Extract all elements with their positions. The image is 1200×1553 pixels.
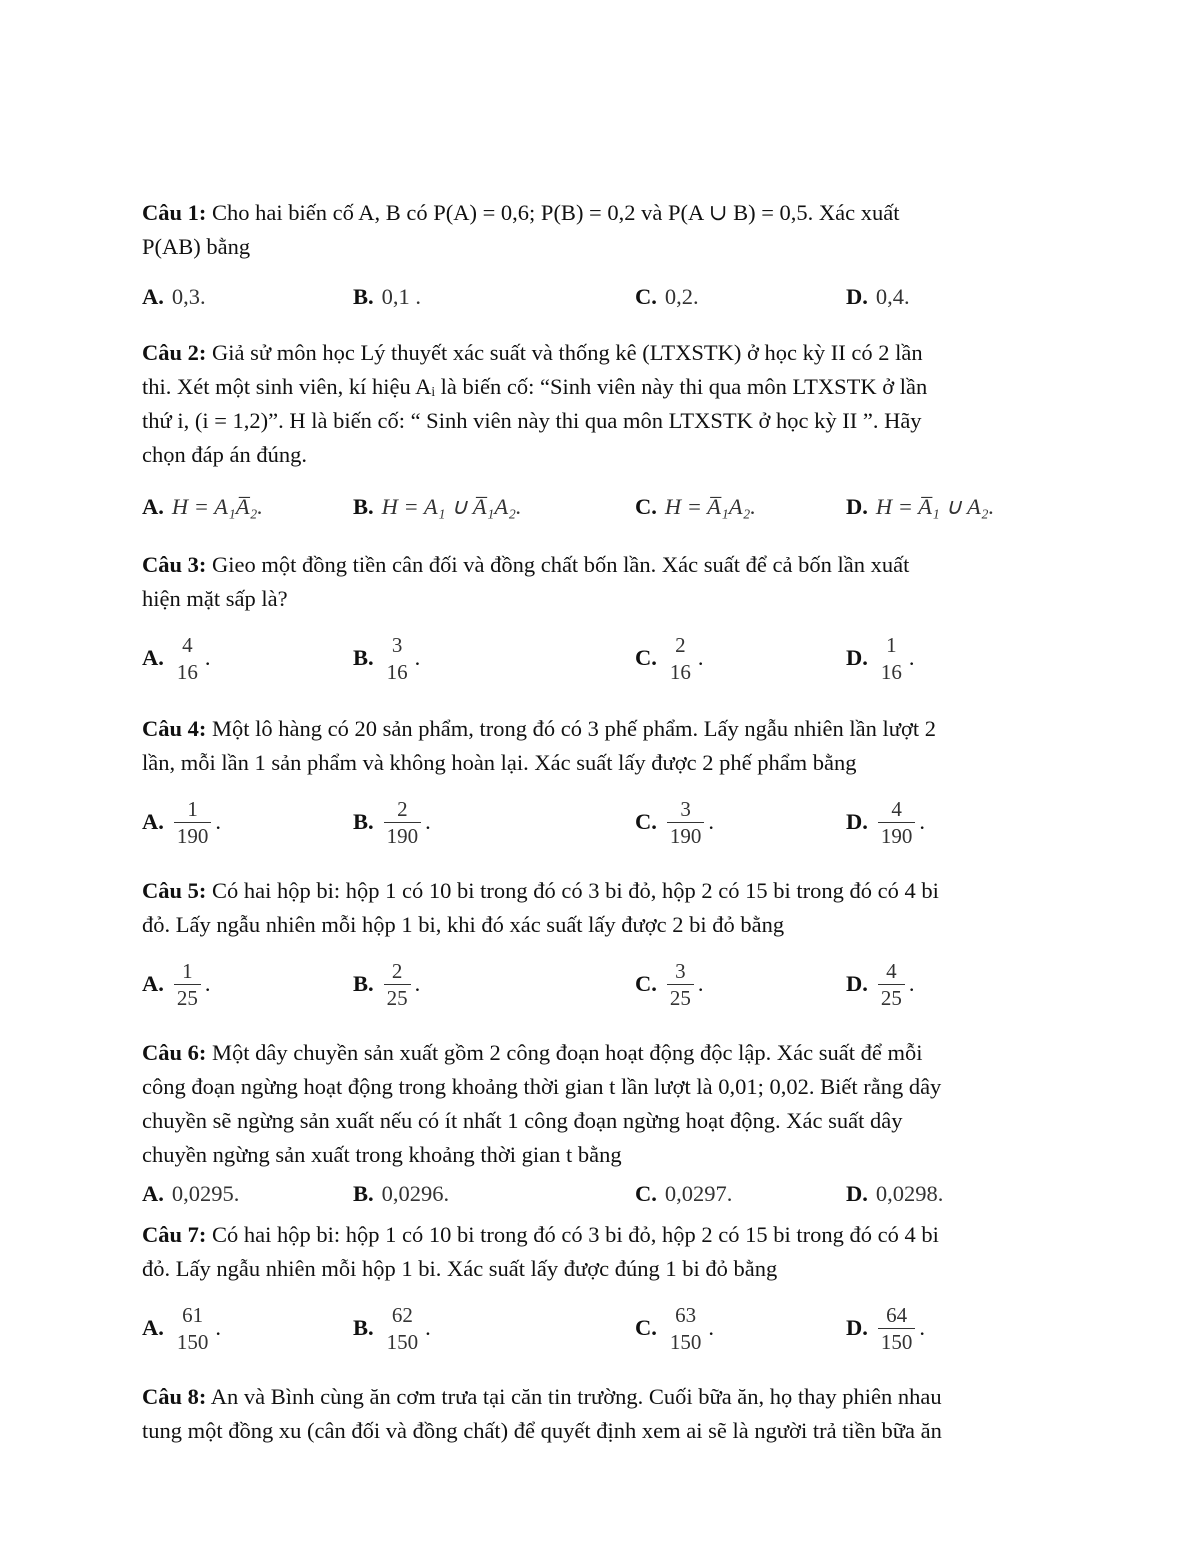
question-label: Câu 1:: [142, 200, 207, 225]
question-text: Có hai hộp bi: hộp 1 có 10 bi trong đó có 3 bi đỏ, hộp 2 có 15 bi trong đó có 4 bi: [212, 878, 939, 903]
fraction: $\frac{4}{190}$: [878, 798, 916, 847]
question-5: [142, 874, 1062, 942]
option-a[interactable]: A. $\frac{1}{190}$ .: [142, 796, 221, 848]
option-d[interactable]: D. $\frac{4}{25}$ .: [846, 958, 915, 1010]
question-line: [142, 336, 1062, 370]
question-text: chọn đáp án đúng.: [142, 442, 307, 467]
option-a[interactable]: A. 0,0295.: [142, 1181, 240, 1206]
question-label: Câu 4:: [142, 716, 207, 741]
question-line: [142, 874, 1062, 908]
question-label: Câu 2:: [142, 340, 207, 365]
options-6: [142, 1174, 1102, 1214]
fraction: 62 150: [386, 1302, 419, 1354]
option-a[interactable]: A. $\frac{1}{25}$ .: [142, 958, 211, 1010]
option-d[interactable]: D. $\frac{64}{150}$ .: [846, 1302, 925, 1354]
question-3: [142, 548, 1062, 616]
option-b[interactable]: B. 3 16 .: [353, 632, 421, 684]
question-text: Một lô hàng có 20 sản phẩm, trong đó có 3 phế phẩm. Lấy ngẫu nhiên lần lượt 2: [212, 716, 936, 741]
option-b[interactable]: B. $\frac{2}{25}$ .: [353, 958, 421, 1010]
fraction: 2 16: [669, 632, 691, 684]
options-1: [142, 277, 1102, 317]
fraction: 61 150: [176, 1302, 209, 1354]
question-line: [142, 196, 1062, 230]
option-d[interactable]: D. 1 16 .: [846, 632, 915, 684]
question-text: công đoạn ngừng hoạt động trong khoảng thời gian t lần lượt là 0,01; 0,02. Biết rằng dây: [142, 1074, 942, 1099]
question-1: [142, 196, 1062, 264]
question-8: [142, 1380, 1062, 1448]
question-text: hiện mặt sấp là?: [142, 586, 288, 611]
option-b[interactable]: B. 62 150 .: [353, 1302, 431, 1354]
question-label: Câu 7:: [142, 1222, 207, 1247]
question-text: chuyền sẽ ngừng sản xuất nếu có ít nhất 1 công đoạn ngừng hoạt động. Xác suất dây: [142, 1108, 903, 1133]
option-d[interactable]: D. 0,4.: [846, 284, 910, 309]
fraction: $\frac{64}{150}$: [878, 1304, 916, 1353]
options-3: [142, 632, 1102, 684]
options-2: [142, 487, 1102, 527]
question-text: Một dây chuyền sản xuất gồm 2 công đoạn hoạt động độc lập. Xác suất để mỗi: [212, 1040, 923, 1065]
options-7: [142, 1302, 1102, 1354]
question-text: P(AB) bằng: [142, 234, 251, 259]
option-c[interactable]: C. $\frac{3}{25}$ .: [635, 958, 704, 1010]
fraction: $\frac{1}{190}$: [174, 798, 212, 847]
question-text: đỏ. Lấy ngẫu nhiên mỗi hộp 1 bi, khi đó xác suất lấy được 2 bi đỏ bằng: [142, 912, 785, 937]
question-7: [142, 1218, 1062, 1286]
fraction: $\frac{2}{25}$: [384, 960, 411, 1009]
question-text: tung một đồng xu (cân đối và đồng chất) để quyết định xem ai sẽ là người trả tiền bữa ăn: [142, 1418, 942, 1443]
options-4: [142, 796, 1102, 848]
question-line: [142, 712, 1062, 746]
question-text: đỏ. Lấy ngẫu nhiên mỗi hộp 1 bi. Xác suất lấy được đúng 1 bi đỏ bằng: [142, 1256, 778, 1281]
option-c[interactable]: C. 63 150 .: [635, 1302, 714, 1354]
question-line: [142, 1218, 1062, 1252]
option-c[interactable]: C. H = A̅₁A₂.: [635, 494, 756, 519]
fraction: $\frac{1}{25}$: [174, 960, 201, 1009]
question-6: [142, 1036, 1062, 1172]
question-2: [142, 336, 1062, 472]
option-d[interactable]: D. $\frac{4}{190}$ .: [846, 796, 925, 848]
option-b[interactable]: B. $\frac{2}{190}$ .: [353, 796, 431, 848]
option-a[interactable]: A. 4 16 .: [142, 632, 211, 684]
question-label: Câu 8:: [142, 1384, 207, 1409]
fraction: 1 16: [880, 632, 902, 684]
question-label: Câu 3:: [142, 552, 207, 577]
option-b[interactable]: B. 0,0296.: [353, 1181, 450, 1206]
question-text: An và Bình cùng ăn cơm trưa tại căn tin trường. Cuối bữa ăn, họ thay phiên nhau: [210, 1384, 942, 1409]
question-label: Câu 5:: [142, 878, 207, 903]
question-line: [142, 1380, 1062, 1414]
question-label: Câu 6:: [142, 1040, 207, 1065]
option-a[interactable]: A. H = A₁A̅₂.: [142, 494, 263, 519]
option-c[interactable]: C. 2 16 .: [635, 632, 704, 684]
option-a[interactable]: A. 61 150 .: [142, 1302, 221, 1354]
question-text: Giả sử môn học Lý thuyết xác suất và thống kê (LTXSTK) ở học kỳ II có 2 lần: [212, 340, 923, 365]
option-d[interactable]: D. H = A̅₁ ∪ A₂.: [846, 494, 995, 519]
option-c[interactable]: C. 0,0297.: [635, 1181, 733, 1206]
option-c[interactable]: C. $\frac{3}{190}$ .: [635, 796, 714, 848]
question-text: thi. Xét một sinh viên, kí hiệu Aᵢ là biến cố: “Sinh viên này thi qua môn LTXSTK ở lần: [142, 374, 928, 399]
option-d[interactable]: D. 0,0298.: [846, 1181, 944, 1206]
option-b[interactable]: B. 0,1 .: [353, 284, 422, 309]
fraction: $\frac{3}{25}$: [667, 960, 694, 1009]
question-text: chuyền ngừng sản xuất trong khoảng thời gian t bằng: [142, 1142, 622, 1167]
question-line: [142, 548, 1062, 582]
option-b[interactable]: B. H = A₁ ∪ A̅₁A₂.: [353, 494, 522, 519]
question-text: Gieo một đồng tiền cân đối và đồng chất bốn lần. Xác suất để cả bốn lần xuất: [212, 552, 910, 577]
fraction: $\frac{3}{190}$: [667, 798, 705, 847]
question-text: thứ i, (i = 1,2)”. H là biến cố: “ Sinh viên này thi qua môn LTXSTK ở học kỳ II ”. Hãy: [142, 408, 922, 433]
options-5: [142, 958, 1102, 1010]
option-a[interactable]: A. 0,3.: [142, 284, 206, 309]
question-text: Có hai hộp bi: hộp 1 có 10 bi trong đó có 3 bi đỏ, hộp 2 có 15 bi trong đó có 4 bi: [212, 1222, 939, 1247]
fraction: 4 16: [176, 632, 198, 684]
fraction: 3 16: [386, 632, 408, 684]
fraction: $\frac{2}{190}$: [384, 798, 422, 847]
question-line: [142, 1036, 1062, 1070]
question-4: [142, 712, 1062, 780]
question-text: lần, mỗi lần 1 sản phẩm và không hoàn lại. Xác suất lấy được 2 phế phẩm bằng: [142, 750, 857, 775]
fraction: 63 150: [669, 1302, 702, 1354]
fraction: $\frac{4}{25}$: [878, 960, 905, 1009]
option-c[interactable]: C. 0,2.: [635, 284, 699, 309]
question-text: Cho hai biến cố A, B có P(A) = 0,6; P(B) = 0,2 và P(A ∪ B) = 0,5. Xác xuất: [212, 200, 900, 225]
